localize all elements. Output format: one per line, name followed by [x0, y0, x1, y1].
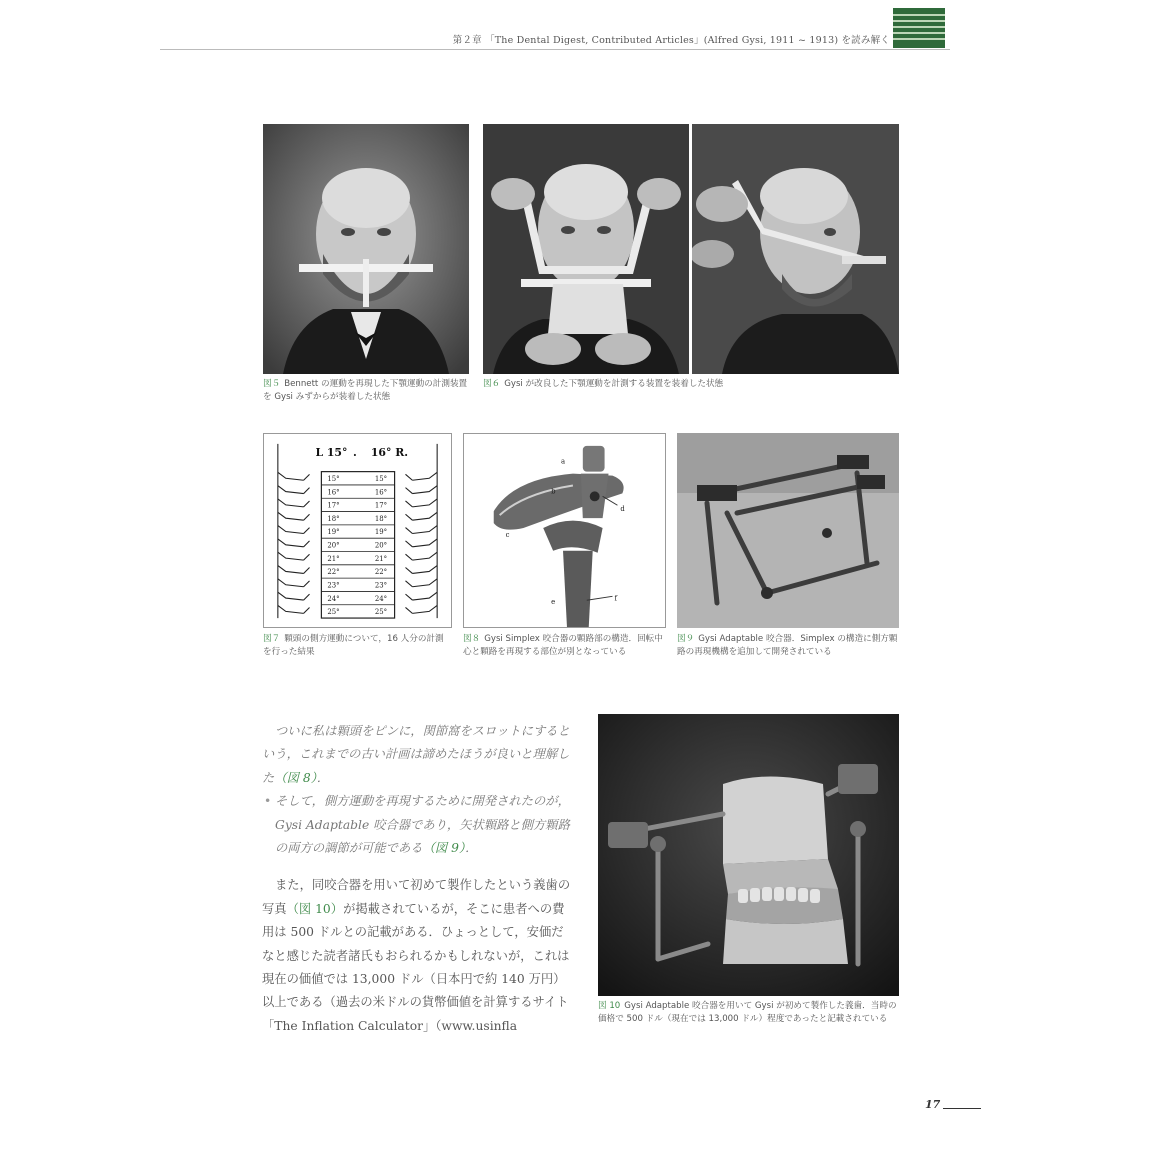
- figure-5-caption: [263, 378, 469, 403]
- figure-7-row-label: 16°: [327, 488, 340, 497]
- figure-7-row-label-right: 18°: [374, 514, 388, 523]
- figure-7-row-label: 17°: [327, 501, 340, 510]
- chapter-tab: [893, 8, 945, 48]
- figure-6-caption: [483, 378, 899, 391]
- figure-6-number: 図６: [483, 379, 501, 389]
- figure-5-photo: [263, 124, 469, 374]
- figure-7-row-label-right: 15°: [374, 474, 388, 483]
- figure-7-left-trace: [278, 472, 310, 480]
- body-paragraph-1: [262, 720, 574, 790]
- figure-7-left-trace: [278, 512, 310, 520]
- figure-7-row-label: 23°: [327, 581, 340, 590]
- figure-9-caption: [677, 633, 899, 658]
- body-paragraph-3-rest: が掲載されているが，そこに患者への費用は 500 ドルとの記載がある．ひょっとして，安価だなと感じた読者諸氏もおられるかもしれないが，これは現在の価値では 13,000 ドル（日本円で約 140 万円）以上である（過去の米ドルの貨幣価値を計算するサイト「The Inflation Calculator」（www.usinfla: [262, 901, 570, 1033]
- figure-7-row-label-right: 23°: [374, 581, 388, 590]
- body-paragraph-2: [262, 790, 574, 860]
- body-paragraph-2-text: そして，側方運動を再現するために開発されたのが，Gysi Adaptable 咬合器であり，矢状顆路と側方顆路の両方の調節が可能である: [275, 794, 570, 856]
- body-paragraph-2-end: ．: [465, 841, 478, 856]
- figure-7-left-trace: [278, 579, 310, 587]
- figure-7-left-trace: [278, 499, 310, 507]
- figure-7-diagram: [263, 433, 452, 628]
- figure-8-diagram: [463, 433, 666, 628]
- figure-7-left-trace: [278, 539, 310, 547]
- figure-7-strokes: [278, 444, 437, 618]
- body-paragraph-1-end: ．: [316, 770, 330, 785]
- body-paragraph-3: [262, 874, 574, 1038]
- figure-8-label-a: a: [561, 457, 566, 466]
- figure-7-left-trace: [278, 566, 310, 574]
- figure-7-right-trace: [405, 499, 437, 507]
- figure-7-rows: [321, 475, 394, 616]
- figure-7-number: 図７: [263, 634, 281, 644]
- figure-7-row-label-right: 20°: [374, 541, 388, 550]
- body-paragraph-3-text: また，同咬合器を用いて初めて製作したという義歯の写真: [262, 878, 571, 916]
- running-header: [160, 30, 950, 50]
- figure-7-header-left: L 15°: [315, 445, 348, 459]
- figure-7-row-label-right: 25°: [374, 608, 388, 617]
- figure-7-right-trace: [405, 579, 437, 587]
- figure-7-row-label-right: 24°: [374, 594, 388, 603]
- figure-9-photo: [677, 433, 899, 628]
- figure-7-right-trace: [405, 605, 437, 613]
- figure-7-right-trace: [405, 566, 437, 574]
- body-text: [262, 720, 574, 1038]
- figure-7-left-trace: [278, 605, 310, 613]
- running-header-text: 第２章 「The Dental Digest, Contributed Articles」(Alfred Gysi, 1911 ~ 1913) を読み解く: [452, 35, 890, 46]
- figure-5-caption-text: Bennett の運動を再現した下顎運動の計測装置を Gysi みずからが装着した状態: [263, 379, 468, 402]
- figure-6-caption-text: Gysi が改良した下顎運動を計測する装置を装着した状態: [504, 379, 724, 389]
- figure-7-header-right: 16° R.: [370, 445, 409, 459]
- figure-7-row-label: 19°: [327, 528, 340, 537]
- page-number: 17: [925, 1098, 941, 1111]
- figure-7-left-trace: [278, 486, 310, 494]
- figure-8-reference[interactable]: （図 8）: [274, 770, 317, 785]
- figure-7-row-label: 21°: [327, 554, 340, 563]
- figure-7-row-label-right: 17°: [374, 501, 388, 510]
- body-paragraph-1-text: ついに私は顆頭をピンに，関節窩をスロットにするという，これまでの古い計画は諦めたほうが良いと理解した: [262, 724, 570, 785]
- figure-6-photo-a: [483, 124, 689, 374]
- figure-8-label-c: c: [505, 530, 510, 539]
- figure-7-row-label: 15°: [327, 474, 340, 483]
- figure-7-caption-text: 顆頭の側方運動について，16 人分の計測を行った結果: [263, 634, 444, 657]
- figure-7-right-trace: [405, 526, 437, 534]
- figure-8-label-f: f: [614, 594, 618, 603]
- figure-7-row-label-right: 19°: [374, 528, 388, 537]
- figure-10-number: 図 10: [598, 1001, 621, 1011]
- page-number-rule: [943, 1108, 981, 1109]
- figure-7-right-trace: [405, 472, 437, 480]
- figure-8-caption-text: Gysi Simplex 咬合器の顆路部の構造．回転中心と顆路を再現する部位が別となっている: [463, 634, 663, 657]
- figure-5-number: 図５: [263, 379, 281, 389]
- figure-7-right-trace: [405, 486, 437, 494]
- figure-10-reference[interactable]: （図 10）: [286, 901, 344, 916]
- figure-8-number: 図８: [463, 634, 481, 644]
- figure-7-row-label: 25°: [327, 608, 340, 617]
- figure-7-left-trace: [278, 526, 310, 534]
- figure-7-header-dot: .: [353, 445, 357, 459]
- figure-8-label-b: b: [551, 487, 556, 496]
- figure-7-row-label: 24°: [327, 594, 340, 603]
- figure-7-right-trace: [405, 592, 437, 600]
- figure-9-number: 図９: [677, 634, 695, 644]
- figure-10-caption-text: Gysi Adaptable 咬合器を用いて Gysi が初めて製作した義歯．当時の価格で 500 ドル（現在では 13,000 ドル）程度であったと記載されている: [598, 1001, 897, 1024]
- figure-7-right-trace: [405, 539, 437, 547]
- figure-7-caption: [263, 633, 452, 658]
- figure-7-row-label: 22°: [327, 568, 340, 577]
- figure-7-row-label-right: 22°: [374, 568, 388, 577]
- figure-7-left-trace: [278, 592, 310, 600]
- figure-8-label-d: d: [620, 505, 625, 514]
- figure-8-label-e: e: [551, 598, 556, 607]
- figure-7-right-trace: [405, 512, 437, 520]
- figure-7-row-label: 18°: [327, 514, 340, 523]
- figure-7-right-trace: [405, 552, 437, 560]
- figure-6-photo-b: [692, 124, 899, 374]
- figure-8-caption: [463, 633, 666, 658]
- figure-7-row-label: 20°: [327, 541, 340, 550]
- figure-9-reference[interactable]: （図 9）: [422, 841, 466, 856]
- figure-7-row-label-right: 21°: [374, 554, 388, 563]
- figure-10-caption: [598, 1000, 899, 1025]
- figure-9-caption-text: Gysi Adaptable 咬合器．Simplex の構造に側方顆路の再現機構を追加して開発されている: [677, 634, 898, 657]
- figure-10-photo: [598, 714, 899, 996]
- figure-7-left-trace: [278, 552, 310, 560]
- figure-7-row-label-right: 16°: [374, 488, 388, 497]
